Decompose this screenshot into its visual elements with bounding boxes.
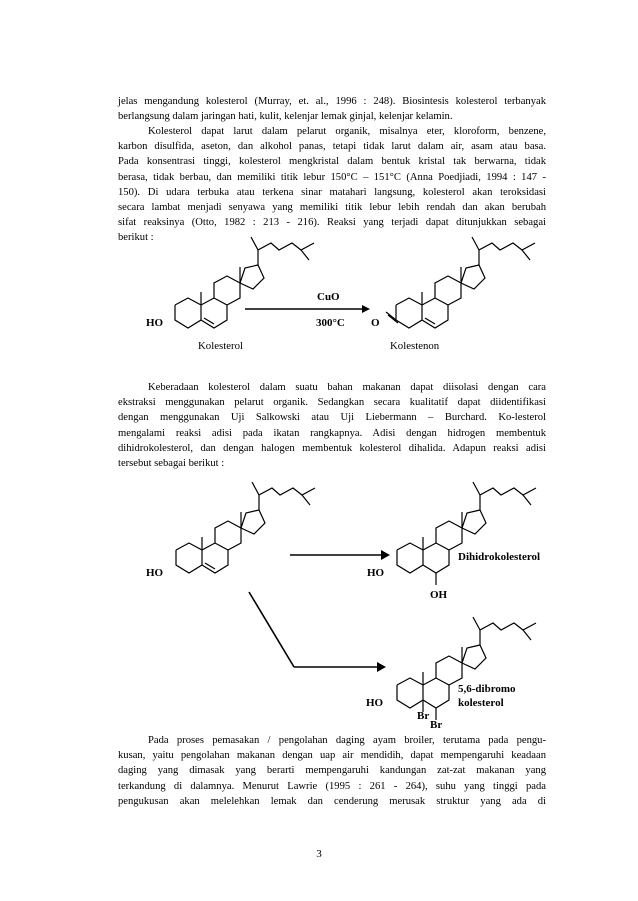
hydroxyl-label: HO: [146, 567, 164, 579]
text-line: berikut :: [118, 232, 154, 244]
paragraph-1: [118, 94, 546, 124]
bromine-label: Br: [430, 719, 443, 730]
product-label-dihydrocholesterol: Dihidrokolesterol: [458, 551, 541, 563]
cholesterol-structure: [175, 237, 314, 328]
text-line: Pada proses pemasakan / pengolahan daging ayam broiler, terutama pada pengu-: [148, 735, 546, 746]
hydroxyl-label: HO: [367, 567, 385, 579]
text-line: secara lambat menjadi senyawa yang memiliki titik lebur lebih rendah dan akan berubah: [118, 202, 546, 214]
hydroxyl-label: HO: [366, 697, 384, 709]
text-line: berasa, tidak berbau, dan memiliki titik lebur 150°C – 151°C (Anna Poedjiadi, 1994 : 147 -: [118, 171, 546, 183]
text-line: dengan menggunakan Uji Salkowski atau Uji Liebermann – Burchard. Ko-lesterol: [118, 412, 546, 424]
text-line: dihidrokolesterol, dan dengan halogen membentuk kolesterol dihalida. Adapun reaksi adisi: [118, 442, 546, 454]
text-line: pengukusan akan melelehkan lemak dan cenderung merusak struktur yang ada di: [118, 795, 546, 807]
text-line: 150). Di udara terbuka atau terkena sinar matahari langsung, kolesterol akan teroksidasi: [118, 186, 546, 198]
ketone-label: O: [371, 317, 380, 329]
text-line: ekstraksi menggunakan pelarut organik. Sedangkan secara kualitatif dapat diidentifikasi: [118, 397, 546, 409]
text-line: kusan, yaitu pengolahan makanan dengan uap air mendidih, dapat mempengaruhi keadaan: [118, 750, 546, 762]
paragraph-4: [118, 733, 546, 809]
text-line: sifat reaksinya (Otto, 1982 : 213 - 216). Reaksi yang terjadi dapat ditunjukkan sebagai: [118, 217, 546, 229]
text-line: tersebut sebagai berikut :: [118, 458, 225, 470]
text-line: Kolesterol dapat larut dalam pelarut organik, misalnya eter, kloroform, benzene,: [148, 126, 546, 137]
text-line: Keberadaan kolesterol dalam suatu bahan makanan dapat diisolasi dengan cara: [148, 382, 546, 393]
reagent-label: CuO: [317, 291, 340, 303]
text-line: jelas mengandung kolesterol (Murray, et. al., 1996 : 248). Biosintesis kolesterol terbanyak: [118, 96, 546, 107]
text-line: karbon disulfida, aseton, dan alkohol panas, tetapi tidak larut dalam air, asam atau basa.: [118, 141, 546, 153]
product-label-dibromo-line1: 5,6-dibromo: [458, 683, 516, 695]
text-line: mengalami reaksi adisi pada ikatan rangkapnya. Adisi dengan hidrogen membentuk: [118, 427, 546, 439]
cholestenone-structure: [386, 237, 535, 328]
text-line: daging yang dimasak yang berarti mempengaruhi kandungan zat-zat makanan yang: [118, 765, 546, 777]
reaction-arrow: [245, 305, 370, 313]
reaction-arrow-hydrogenation: [290, 550, 390, 560]
text-line: Pada konsentrasi tinggi, kolesterol mengkristal dalam bentuk kristal tak berwarna, tidak: [118, 156, 546, 168]
condition-label: 300°C: [316, 317, 345, 329]
product-label-dibromo-line2: kolesterol: [458, 697, 504, 709]
reaction-arrow-halogenation: [249, 592, 386, 672]
paragraph-3: [118, 380, 546, 471]
text-line: terkandung di dalamnya. Menurut Lawrie (1995 : 261 - 264), suhu yang tinggi pada: [118, 780, 546, 792]
hydroxide-label: OH: [430, 589, 448, 601]
caption-cholestenone: Kolestenon: [390, 340, 440, 352]
text-line: berlangsung dalam jaringan hati, kulit, kelenjar lemak ginjal, kelenjar kelamin.: [118, 111, 453, 123]
page-number: 3: [316, 848, 322, 860]
reaction-1-diagram: [130, 225, 550, 335]
dihydrocholesterol-structure: [397, 482, 536, 585]
bromine-label: Br: [417, 710, 430, 722]
reaction-2-diagram: [130, 470, 550, 730]
caption-cholesterol: Kolesterol: [198, 340, 243, 352]
cholesterol-structure: [176, 482, 315, 573]
hydroxyl-label: HO: [146, 317, 164, 329]
